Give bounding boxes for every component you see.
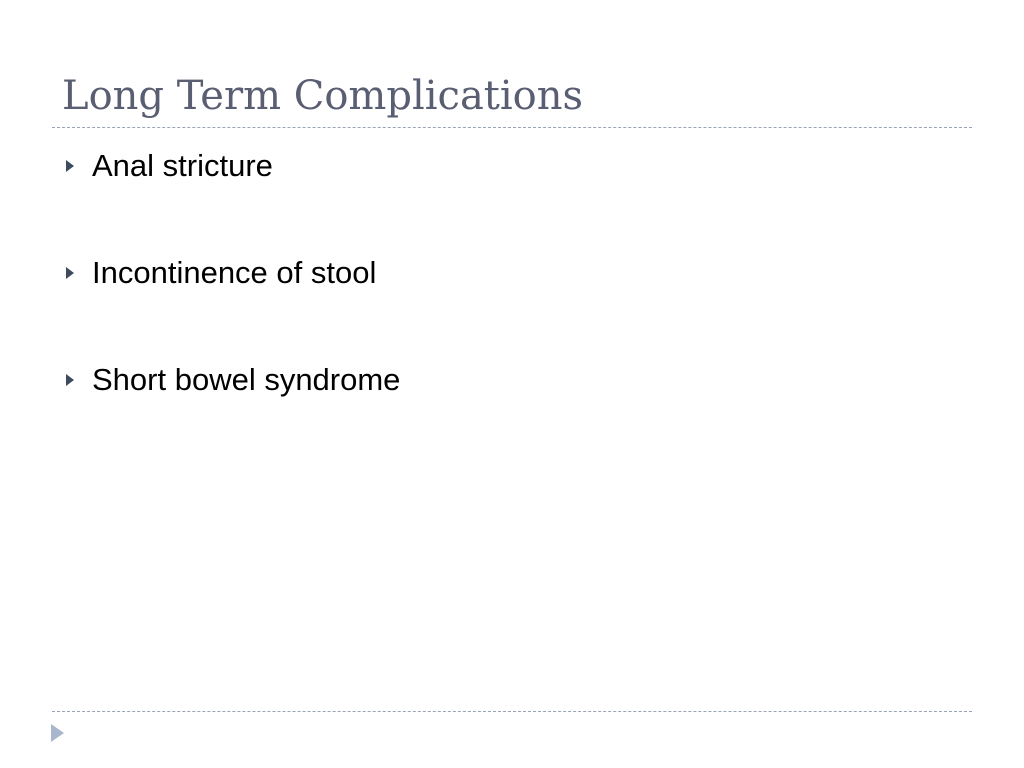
title-divider — [52, 127, 972, 128]
bullet-item-incontinence — [62, 251, 400, 295]
bullet-text: Anal stricture — [92, 148, 273, 183]
next-slide-arrow-icon[interactable] — [51, 724, 64, 742]
bullet-text: Incontinence of stool — [92, 255, 377, 290]
bullet-list — [62, 144, 400, 465]
bullet-text: Short bowel syndrome — [92, 362, 401, 397]
bullet-arrow-icon — [66, 374, 74, 386]
bullet-item-short-bowel — [62, 358, 400, 402]
slide-title: Long Term Complications — [62, 73, 584, 119]
footer-divider — [52, 711, 972, 712]
bullet-item-anal-stricture — [62, 144, 400, 188]
bullet-arrow-icon — [66, 267, 74, 279]
bullet-arrow-icon — [66, 160, 74, 172]
